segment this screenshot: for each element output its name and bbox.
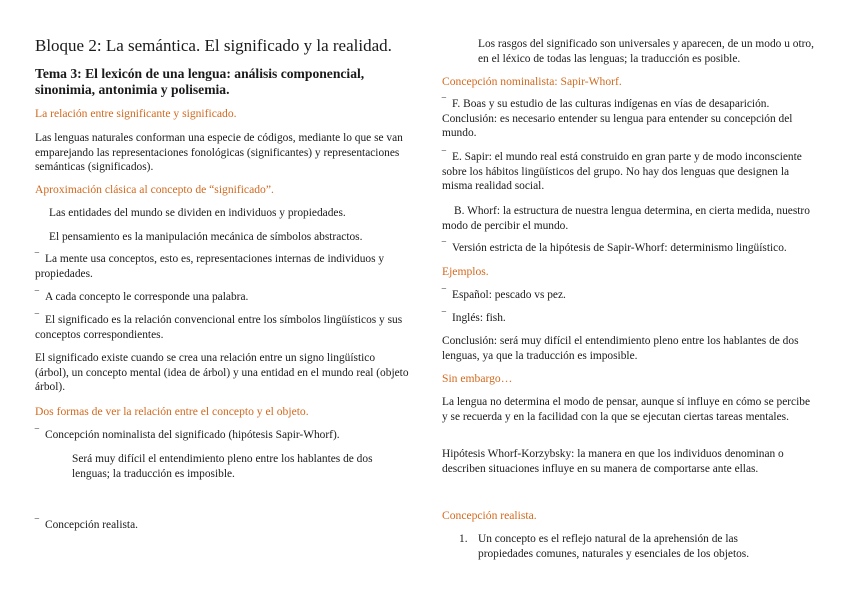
bullet-espanol (442, 288, 817, 303)
paragraph-existe: El significado existe cuando se crea una relación entre un signo lingüístico (árbol), un concepto mental (idea de árbol) y una entidad en el mundo real (objeto árbol). (35, 352, 409, 394)
bullet-nominalista (35, 428, 405, 443)
bullet-nominalista-text: Concepción nominalista del significado (hipótesis Sapir-Whorf). (45, 429, 340, 441)
dash-marker: ‾ (35, 253, 39, 265)
paragraph-conclusion: Conclusión: será muy difícil el entendimiento pleno entre los hablantes de dos lenguas, ya que la traducción es imposible. (442, 335, 799, 362)
heading-realista: Concepción realista. (442, 509, 537, 522)
list-number: 1. (459, 533, 468, 545)
paragraph-pensamiento: El pensamiento es la manipulación mecánica de símbolos abstractos. (49, 231, 363, 243)
bullet-sapir-text: E. Sapir: el mundo real está construido en gran parte y de modo inconsciente sobre los hábitos lingüísticos del grupo. No hay dos lenguas que designen la misma realidad social. (442, 151, 802, 193)
heading-ejemplos: Ejemplos. (442, 265, 489, 278)
list-item-concepto: Un concepto es el reflejo natural de la aprehensión de las propiedades comunes, naturales y esenciales de los objetos. (478, 533, 750, 560)
heading-relacion: La relación entre significante y significado. (35, 107, 237, 120)
bullet-significado (35, 313, 405, 342)
paragraph-whorf: B. Whorf: la estructura de nuestra lengua determina, en cierta medida, nuestro modo de percibir el mundo. (442, 205, 810, 232)
bullet-boas (442, 97, 817, 141)
dash-marker: ‾ (35, 519, 39, 531)
heading-dos-formas: Dos formas de ver la relación entre el concepto y el objeto. (35, 405, 309, 418)
page-title: Bloque 2: La semántica. El significado y la realidad. (35, 36, 392, 55)
paragraph-rasgos: Los rasgos del significado son universales y aparecen, de un modo u otro, en el léxico de todas las lenguas; la traducción es posible. (478, 38, 814, 65)
dash-marker: ‾ (35, 291, 39, 303)
bullet-boas-text: F. Boas y su estudio de las culturas indígenas en vías de desaparición. Conclusión: es necesario entender su lengua para entender su concepción del mundo. (442, 98, 793, 140)
bullet-version-text: Versión estricta de la hipótesis de Sapir-Whorf: determinismo lingüístico. (452, 242, 787, 254)
bullet-sapir (442, 150, 817, 194)
dash-marker: ‾ (442, 98, 446, 110)
paragraph-entidades: Las entidades del mundo se dividen en individuos y propiedades. (49, 207, 346, 219)
dash-marker: ‾ (442, 289, 446, 301)
dash-marker: ‾ (35, 429, 39, 441)
paragraph-korzybsky: Hipótesis Whorf-Korzybsky: la manera en que los individuos denominan o describen situaciones influye en su manera de comportarse ante ellas. (442, 448, 784, 475)
bullet-realista (35, 518, 405, 533)
bullet-cada (35, 290, 405, 305)
paragraph-lengua-influye: La lengua no determina el modo de pensar, aunque sí influye en cómo se percibe y se recuerda y en la facilidad con la que se ejecutan ciertas tareas mentales. (442, 396, 811, 423)
bullet-version (442, 241, 822, 256)
bullet-realista-text: Concepción realista. (45, 519, 138, 531)
heading-aproximacion: Aproximación clásica al concepto de “significado”. (35, 183, 274, 196)
dash-marker: ‾ (442, 312, 446, 324)
dash-marker: ‾ (442, 242, 446, 254)
bullet-mente-text: La mente usa conceptos, esto es, representaciones internas de individuos y propiedades. (35, 253, 385, 280)
heading-nominalista-sapir-whorf: Concepción nominalista: Sapir-Whorf. (442, 75, 622, 88)
bullet-espanol-text: Español: pescado vs pez. (452, 289, 566, 301)
paragraph-lenguas: Las lenguas naturales conforman una especie de códigos, mediante lo que se van emparejando las representaciones fonológicas (significantes) y representaciones semánticas (significados). (35, 132, 403, 174)
heading-sin-embargo: Sin embargo… (442, 372, 513, 385)
bullet-ingles (442, 311, 817, 326)
bullet-significado-text: El significado es la relación convencional entre los símbolos lingüísticos y sus conceptos correspondientes. (35, 314, 403, 341)
bullet-ingles-text: Inglés: fish. (452, 312, 506, 324)
dash-marker: ‾ (35, 314, 39, 326)
topic-subtitle: Tema 3: El lexicón de una lengua: análisis componencial, sinonimia, antonimia y polisemia. (35, 66, 365, 97)
paragraph-dificil: Será muy difícil el entendimiento pleno entre los hablantes de dos lenguas; la traducción es imposible. (72, 453, 373, 480)
bullet-mente (35, 252, 405, 281)
dash-marker: ‾ (442, 151, 446, 163)
bullet-cada-text: A cada concepto le corresponde una palabra. (45, 291, 249, 303)
